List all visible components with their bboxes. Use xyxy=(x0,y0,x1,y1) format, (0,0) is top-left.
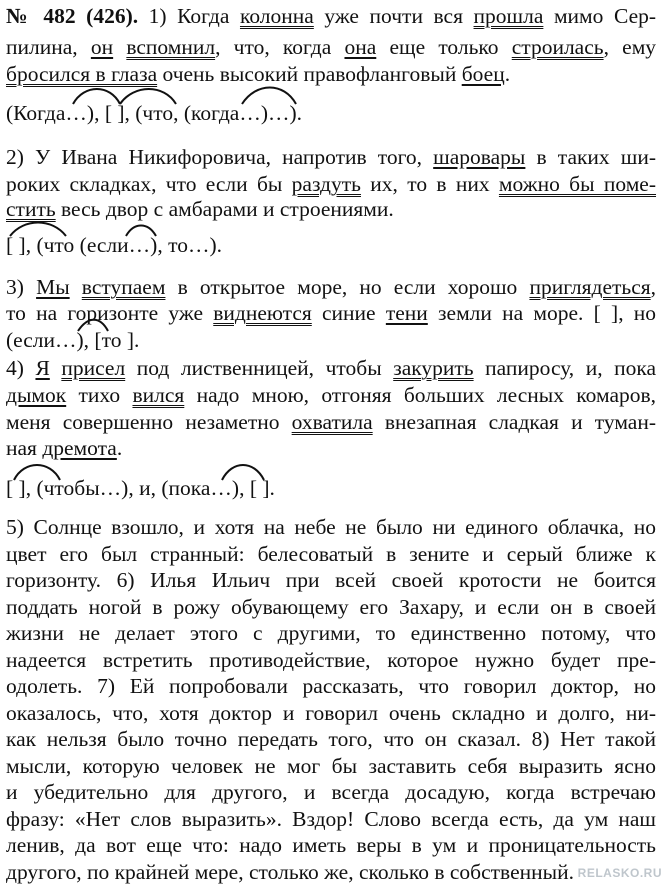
predicate-underlined: виднеются xyxy=(213,301,312,325)
text-fragment: их, то в них xyxy=(370,172,490,196)
paragraph-line: и убедительно для другого, и всегда досадую, когда встречаю xyxy=(6,780,656,804)
text-fragment: ная xyxy=(6,436,37,460)
part1-scheme: (Когда…), [ ], (что, (когда…)…). xyxy=(6,101,303,125)
paragraph-line: 5) Солнце взошло, и хотя на небе не было ни единого облачка, но xyxy=(6,515,656,539)
predicate-underlined: присел xyxy=(61,356,126,380)
predicate-underlined: вспомнил xyxy=(126,35,216,59)
paragraph-line: другого, по крайней мере, столько же, сколько в собственный. xyxy=(6,859,574,884)
part3-line1 xyxy=(6,275,656,299)
paragraph-line: одолеть. 7) Ей попробовали рассказать, что говорил доктор, но xyxy=(6,674,656,698)
text-fragment: очень высокий правофланговый xyxy=(162,62,457,86)
part4-line3 xyxy=(6,410,656,434)
part3-scheme: (если…), [то ]. xyxy=(6,328,140,352)
subject-underlined: колонна xyxy=(239,4,314,28)
part1-label: 1) xyxy=(148,4,167,28)
paragraph-line: мысли, которую человек не мог бы заставить себя выразить ясно xyxy=(6,753,656,778)
subject-underlined: дремота xyxy=(42,436,117,460)
subject-underlined: тени xyxy=(385,301,428,325)
part1-line3 xyxy=(6,62,656,86)
part4-line4 xyxy=(6,436,656,460)
text-fragment: , xyxy=(650,275,657,299)
text-fragment: папиросу, и, пока xyxy=(485,356,657,380)
text-fragment: синие xyxy=(322,301,376,325)
predicate-underlined: строилась xyxy=(511,35,604,59)
text-fragment: надо мною, отгоняя больших лесных комаров, xyxy=(196,383,657,407)
text-fragment: , что, когда xyxy=(215,35,332,59)
text-fragment: , ему xyxy=(603,35,657,59)
text-fragment: под лиственницей, чтобы xyxy=(136,356,382,380)
predicate-underlined: закурить xyxy=(393,356,474,380)
text-fragment: роких складках, что если бы xyxy=(6,172,283,196)
predicate-underlined: вился xyxy=(132,383,185,407)
word: Когда xyxy=(177,4,230,28)
text-fragment: земли на море. [ ], но xyxy=(438,301,657,325)
part1-line2 xyxy=(6,35,656,59)
text-fragment: еще только xyxy=(389,35,499,59)
paragraph-line: горизонту. 6) Илья Ильич при всей своей кротости не боится xyxy=(6,568,656,592)
text-fragment: . xyxy=(116,436,123,460)
subject-underlined: он xyxy=(90,35,114,59)
text-fragment: то на горизонте уже xyxy=(6,301,204,325)
part2-line1 xyxy=(6,145,656,169)
part4-line2 xyxy=(6,383,656,407)
text-fragment: . xyxy=(504,62,511,86)
text-fragment: тихо xyxy=(78,383,121,407)
subject-underlined: боец xyxy=(461,62,505,86)
text-fragment: 2) У Ивана Никифоровича, напротив того, xyxy=(6,145,423,169)
subject-underlined: она xyxy=(344,35,377,59)
part2-scheme: [ ], (что (если…), то…). xyxy=(6,233,222,257)
predicate-underlined: раздуть xyxy=(291,172,361,196)
paragraph-line: фразу: «Нет слов выразить». Вздор! Слово всегда есть, да ум наш xyxy=(6,806,656,831)
text-fragment: мимо Сер- xyxy=(553,4,657,28)
text-fragment: пилина, xyxy=(6,35,78,59)
paragraph-line: надеется встретить противодействие, которое нужно будет пре- xyxy=(6,647,656,672)
part4-label: 4) xyxy=(6,356,24,380)
paragraph-line: цвет его был странный: белесоватый в зените и серый ближе к xyxy=(6,541,656,566)
subject-underlined: шаровары xyxy=(433,145,526,169)
part3-label: 3) xyxy=(6,275,24,299)
predicate-underlined: прошла xyxy=(473,4,544,28)
text-fragment: внезапная сладкая и туман- xyxy=(384,410,657,434)
text-fragment: меня совершенно незаметно xyxy=(6,410,280,434)
predicate-underlined: стить xyxy=(6,197,56,221)
text-fragment: в открытое море, но если хорошо xyxy=(177,275,518,299)
subject-underlined: Я xyxy=(35,356,50,380)
text-fragment: уже почти вся xyxy=(324,4,463,28)
subject-underlined: дымок xyxy=(6,383,67,407)
part3-line2 xyxy=(6,301,656,325)
part2-line2 xyxy=(6,172,656,196)
paragraph-line: жизни не делает этого с другими, то единственно потому, что xyxy=(6,621,656,645)
paragraph-line: как нельзя было точно передать того, что он сказал. 8) Нет такой xyxy=(6,727,656,751)
predicate-underlined: охватила xyxy=(291,410,373,434)
predicate-underlined: можно бы поме- xyxy=(498,172,657,196)
paragraph-line: оказалось, что, хотя доктор и говорил очень складно и долго, ни- xyxy=(6,700,656,725)
part4-line1 xyxy=(6,356,656,380)
predicate-underlined: вступаем xyxy=(81,275,166,299)
watermark: RELASKO.RU xyxy=(577,866,662,880)
text-fragment: в таких ши- xyxy=(536,145,657,169)
subject-underlined: Мы xyxy=(36,275,70,299)
text-fragment: весь двор с амбарами и строениями. xyxy=(61,197,394,221)
part1-line1 xyxy=(6,4,656,28)
predicate-underlined: приглядеться xyxy=(529,275,651,299)
paragraph-line: ленив, да вот еще что: надо иметь веры в ум и проницательность xyxy=(6,833,656,857)
exercise-number: № 482 (426). xyxy=(6,4,139,28)
part2-line3 xyxy=(6,197,656,221)
predicate-underlined: бросился в глаза xyxy=(6,62,158,86)
part4-scheme: [ ], (чтобы…), и, (пока…), [ ]. xyxy=(6,476,275,500)
paragraph-line: поддать ногой в рожу обувающему его Захару, и если он в своей xyxy=(6,594,656,619)
